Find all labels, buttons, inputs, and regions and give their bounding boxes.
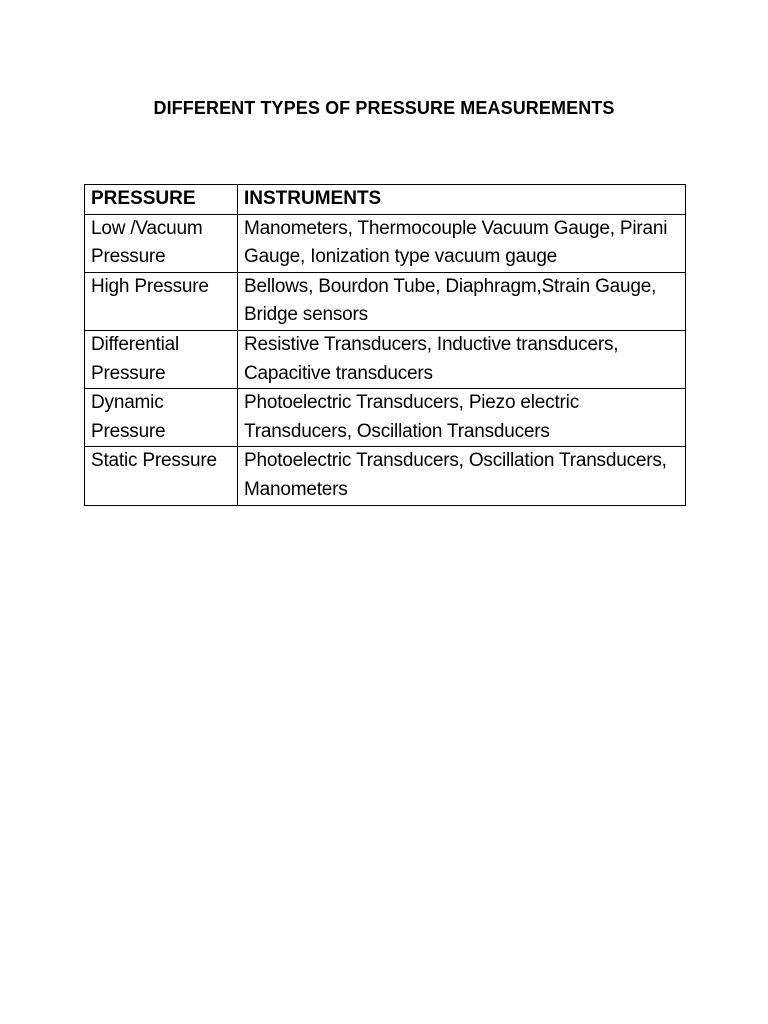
instruments-cell: [238, 389, 686, 447]
table-header-row: [85, 185, 686, 215]
pressure-cell: [85, 330, 238, 388]
table-row: [85, 214, 686, 272]
instruments-text: Photoelectric Transducers, Oscillation Transducers, Manometers: [244, 450, 667, 500]
pressure-cell: [85, 272, 238, 330]
instruments-text: Resistive Transducers, Inductive transducers, Capacitive transducers: [244, 333, 619, 384]
table-row: [85, 389, 686, 447]
table-row: [85, 272, 686, 330]
pressure-cell: [85, 447, 238, 505]
table-row: [85, 330, 686, 388]
instruments-cell: [238, 272, 686, 330]
header-instruments: INSTRUMENTS: [238, 185, 686, 215]
instruments-cell: [238, 214, 686, 272]
table-row: [85, 447, 686, 505]
pressure-type-text: High Pressure: [91, 275, 209, 297]
instruments-text: Bellows, Bourdon Tube, Diaphragm,Strain Gauge, Bridge sensors: [244, 275, 657, 326]
pressure-cell: [85, 214, 238, 272]
header-pressure: PRESSURE: [85, 185, 238, 215]
page-title: DIFFERENT TYPES OF PRESSURE MEASUREMENTS: [153, 98, 615, 118]
pressure-type-text: Differential Pressure: [91, 333, 180, 384]
pressure-cell: [85, 389, 238, 447]
instruments-cell: [238, 330, 686, 388]
instruments-text: Manometers, Thermocouple Vacuum Gauge, Pirani Gauge, Ionization type vacuum gauge: [244, 217, 668, 268]
pressure-types-table: [84, 184, 686, 506]
instruments-text: Photoelectric Transducers, Piezo electric Transducers, Oscillation Transducers: [244, 392, 580, 442]
instruments-cell: [238, 447, 686, 505]
pressure-type-text: Dynamic Pressure: [91, 392, 166, 442]
pressure-type-text: Low /Vacuum Pressure: [91, 217, 203, 268]
pressure-type-text: Static Pressure: [91, 450, 217, 472]
